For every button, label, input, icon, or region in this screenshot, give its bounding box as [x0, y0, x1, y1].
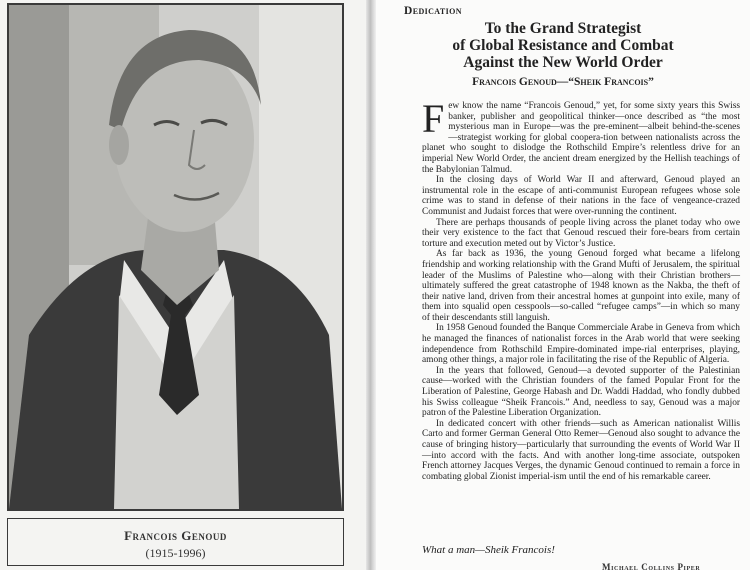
drop-cap: F	[422, 96, 445, 141]
body-paragraph: In 1958 Genoud founded the Banque Commerciale Arabe in Geneva from which he managed the finances of nationalist forces in the Arab world that were seeking independence from Rothschild Empire-dominated impe-rial enterprises, playing, among other things, a major role in facilitating the rise of the Republic of Algeria.	[422, 323, 740, 366]
body-paragraph: In the years that followed, Genoud—a devoted supporter of the Palestinian cause—worked with the Christian founders of the famed Popular Front for the Liberation of Palestine, George Habash and Dr. Waddi Haddad, who fondly dubbed his Swiss colleague “Sheik Francois.” And, needless to say, Genoud was a major patron of the Palestine Liberation Organization.	[422, 365, 740, 419]
book-gutter	[366, 0, 376, 570]
photo-caption	[7, 518, 344, 566]
author-signature: Michael Collins Piper	[602, 562, 701, 572]
closing-line: What a man—Sheik Francois!	[422, 544, 555, 556]
headline-line: of Global Resistance and Combat	[452, 37, 674, 54]
body-paragraph: In the closing days of World War II and afterward, Genoud played an instrumental role in the escape of anti-communist European refugees whose sole crime was to stand in defense of their nations in the face of vengeance-crazed Communist and Judaist forces that were over-running the continent.	[422, 175, 740, 217]
dedication-body	[422, 96, 740, 482]
body-paragraph	[422, 96, 740, 175]
body-paragraph: There are perhaps thousands of people living across the planet today who owe their very existence to the fact that Genoud rescued their fore-bears from certain torture and execution meted out by Victor’s Justice.	[422, 217, 740, 249]
body-paragraph: As far back as 1936, the young Genoud forged what became a lifelong friendship and working relationship with the Grand Mufti of Jerusalem, the spiritual leader of the Muslims of Palestine who—along with their Christian brothers—ultimately suffered the great catastrophe of 1948 known as the Nakba, the theft of their native land, driven from their ancestral homes at gunpoint into exile, many of them into squalid open cesspools—so-called “refugee camps”—in which so many of their descendants still languish.	[422, 249, 740, 323]
dedication-headline	[376, 20, 750, 71]
headline-line: To the Grand Strategist	[484, 20, 642, 37]
body-paragraph: In dedicated concert with other friends—such as American nationalist Willis Carto and former German General Otto Remer—Genoud also sought to advance the cause of bringing history—particularly that surrounding the events of World War II—into accord with the facts. And with another long-time associate, outspoken French attorney Jacques Verges, the dynamic Genoud continued to remain a force in combating global Zionist imperial-ism until the end of his remarkable career.	[422, 418, 740, 482]
headline-line: Against the New World Order	[463, 54, 663, 71]
right-page	[376, 0, 750, 570]
portrait-photo	[7, 3, 344, 511]
paragraph-text: ew know the name “Francois Genoud,” yet, for some sixty years this Swiss banker, publisher and geopolitical thinker—once described as “the most mysterious man in Europe—was the pre-eminent—albeit behind-the-scenes—strategist working for global coopera-tion between nationalists across the planet who sought to dislodge the Rothschild Empire’s relentless drive for an imperial New World Order, the ancient dream energized by the Hellish teachings of the Babylonian Talmud.	[422, 101, 740, 175]
dedication-subhead: Francois Genoud—“Sheik Francois”	[472, 76, 654, 88]
section-label: Dedication	[404, 5, 462, 17]
caption-name: Francois Genoud	[124, 528, 227, 543]
left-page	[0, 0, 368, 570]
caption-years: (1915-1996)	[145, 546, 206, 560]
